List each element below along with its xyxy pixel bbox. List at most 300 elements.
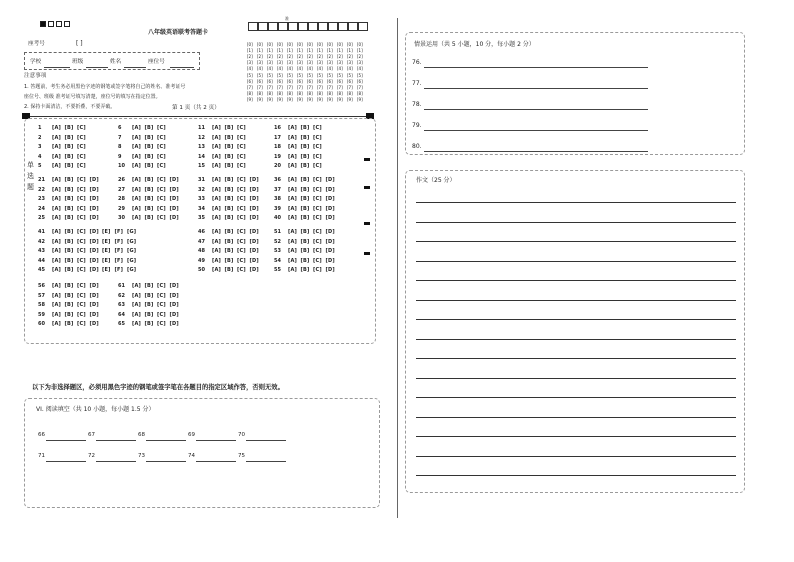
- exam-id-digit-box[interactable]: [268, 22, 278, 31]
- choice-bubble[interactable]: [A]: [212, 125, 222, 131]
- exam-id-bubble[interactable]: [4]: [317, 66, 323, 72]
- exam-id-bubble[interactable]: [5]: [337, 72, 343, 78]
- exam-id-bubble[interactable]: [5]: [357, 72, 363, 78]
- choice-bubble[interactable]: [C]: [157, 153, 166, 160]
- choice-bubble[interactable]: [C]: [313, 238, 322, 245]
- choice-bubble[interactable]: [B]: [224, 186, 234, 193]
- choice-bubble[interactable]: [C]: [77, 177, 86, 183]
- exam-id-bubble[interactable]: [7]: [327, 84, 333, 90]
- choice-bubble[interactable]: [B]: [224, 267, 234, 274]
- exam-id-bubble[interactable]: [6]: [267, 78, 273, 84]
- choice-bubble[interactable]: [D]: [89, 248, 99, 255]
- choice-bubble[interactable]: [B]: [144, 292, 154, 299]
- choice-bubble[interactable]: [B]: [64, 125, 74, 131]
- choice-bubble[interactable]: [B]: [64, 215, 74, 222]
- choice-bubble[interactable]: [C]: [77, 257, 86, 264]
- choice-bubble[interactable]: [D]: [249, 205, 259, 212]
- choice-bubble[interactable]: [D]: [249, 215, 259, 222]
- choice-bubble[interactable]: [A]: [212, 163, 222, 170]
- choice-bubble[interactable]: [D]: [249, 177, 259, 183]
- exam-id-bubble[interactable]: [8]: [297, 90, 303, 96]
- exam-id-bubble[interactable]: [8]: [267, 90, 273, 96]
- school-field[interactable]: [44, 67, 70, 68]
- choice-bubble[interactable]: [B]: [224, 229, 234, 235]
- exam-id-bubble[interactable]: [9]: [347, 96, 353, 102]
- choice-bubble[interactable]: [D]: [89, 283, 99, 289]
- choice-bubble[interactable]: [A]: [132, 134, 142, 141]
- exam-id-bubble[interactable]: [1]: [247, 48, 253, 54]
- choice-bubble[interactable]: [A]: [212, 257, 222, 264]
- choice-bubble[interactable]: [A]: [288, 215, 298, 222]
- exam-id-bubble[interactable]: [2]: [257, 54, 263, 60]
- choice-bubble[interactable]: [B]: [224, 205, 234, 212]
- choice-bubble[interactable]: [C]: [77, 292, 86, 299]
- choice-bubble[interactable]: [D]: [169, 215, 179, 222]
- choice-bubble[interactable]: [B]: [64, 229, 74, 235]
- essay-writing-line[interactable]: [416, 319, 736, 320]
- choice-bubble[interactable]: [B]: [300, 248, 310, 255]
- essay-writing-line[interactable]: [416, 436, 736, 437]
- choice-bubble[interactable]: [D]: [325, 215, 335, 222]
- choice-bubble[interactable]: [A]: [52, 229, 62, 235]
- exam-id-bubble[interactable]: [6]: [357, 78, 363, 84]
- choice-bubble[interactable]: [A]: [212, 153, 222, 160]
- choice-bubble[interactable]: [C]: [157, 177, 166, 183]
- choice-bubble[interactable]: [B]: [300, 125, 310, 131]
- choice-bubble[interactable]: [C]: [313, 177, 322, 183]
- choice-bubble[interactable]: [B]: [224, 215, 234, 222]
- exam-id-digit-box[interactable]: [278, 22, 288, 31]
- choice-bubble[interactable]: [D]: [325, 229, 335, 235]
- choice-bubble[interactable]: [D]: [325, 196, 335, 203]
- choice-bubble[interactable]: [C]: [237, 177, 246, 183]
- exam-id-bubble[interactable]: [5]: [267, 72, 273, 78]
- choice-bubble[interactable]: [B]: [64, 205, 74, 212]
- exam-id-bubble[interactable]: [2]: [247, 54, 253, 60]
- exam-id-bubble[interactable]: [2]: [347, 54, 353, 60]
- choice-bubble[interactable]: [A]: [52, 196, 62, 203]
- choice-bubble[interactable]: [C]: [313, 229, 322, 235]
- choice-bubble[interactable]: [A]: [132, 292, 142, 299]
- blank-answer-line[interactable]: [146, 461, 186, 462]
- blank-answer-line[interactable]: [146, 440, 186, 441]
- exam-id-bubble[interactable]: [8]: [277, 90, 283, 96]
- choice-bubble[interactable]: [D]: [325, 238, 335, 245]
- choice-bubble[interactable]: [A]: [288, 144, 298, 151]
- blank-answer-line[interactable]: [196, 440, 236, 441]
- choice-bubble[interactable]: [D]: [249, 257, 259, 264]
- choice-bubble[interactable]: [C]: [237, 267, 246, 274]
- choice-bubble[interactable]: [A]: [132, 205, 142, 212]
- name-field[interactable]: [124, 67, 146, 68]
- choice-bubble[interactable]: [D]: [89, 257, 99, 264]
- exam-id-bubble[interactable]: [4]: [357, 66, 363, 72]
- choice-bubble[interactable]: [A]: [288, 125, 298, 131]
- exam-id-bubble[interactable]: [4]: [247, 66, 253, 72]
- choice-bubble[interactable]: [A]: [288, 153, 298, 160]
- choice-bubble[interactable]: [C]: [157, 205, 166, 212]
- choice-bubble[interactable]: [E]: [102, 257, 111, 264]
- choice-bubble[interactable]: [C]: [237, 215, 246, 222]
- choice-bubble[interactable]: [B]: [64, 186, 74, 193]
- choice-bubble[interactable]: [D]: [249, 238, 259, 245]
- choice-bubble[interactable]: [D]: [89, 292, 99, 299]
- choice-bubble[interactable]: [A]: [212, 267, 222, 274]
- choice-bubble[interactable]: [D]: [89, 321, 99, 328]
- choice-bubble[interactable]: [B]: [144, 321, 154, 328]
- choice-bubble[interactable]: [C]: [157, 321, 166, 328]
- exam-id-bubble[interactable]: [2]: [307, 54, 313, 60]
- choice-bubble[interactable]: [G]: [127, 248, 137, 255]
- exam-id-bubble[interactable]: [7]: [337, 84, 343, 90]
- choice-bubble[interactable]: [D]: [325, 267, 335, 274]
- choice-bubble[interactable]: [B]: [224, 257, 234, 264]
- choice-bubble[interactable]: [C]: [313, 205, 322, 212]
- choice-bubble[interactable]: [A]: [132, 144, 142, 151]
- choice-bubble[interactable]: [B]: [64, 134, 74, 141]
- choice-bubble[interactable]: [A]: [288, 257, 298, 264]
- choice-bubble[interactable]: [A]: [288, 248, 298, 255]
- choice-bubble[interactable]: [B]: [64, 238, 74, 245]
- choice-bubble[interactable]: [C]: [77, 311, 86, 318]
- choice-bubble[interactable]: [D]: [89, 229, 99, 235]
- choice-bubble[interactable]: [C]: [77, 186, 86, 193]
- choice-bubble[interactable]: [D]: [89, 302, 99, 309]
- exam-id-bubble[interactable]: [0]: [267, 42, 273, 47]
- exam-id-bubble[interactable]: [4]: [267, 66, 273, 72]
- choice-bubble[interactable]: [B]: [224, 163, 234, 170]
- choice-bubble[interactable]: [B]: [224, 134, 234, 141]
- choice-bubble[interactable]: [B]: [144, 153, 154, 160]
- choice-bubble[interactable]: [C]: [237, 257, 246, 264]
- exam-id-bubble[interactable]: [2]: [297, 54, 303, 60]
- exam-id-bubble[interactable]: [2]: [357, 54, 363, 60]
- exam-id-bubble[interactable]: [3]: [257, 60, 263, 66]
- choice-bubble[interactable]: [C]: [237, 205, 246, 212]
- choice-bubble[interactable]: [D]: [325, 177, 335, 183]
- choice-bubble[interactable]: [C]: [157, 292, 166, 299]
- choice-bubble[interactable]: [D]: [249, 196, 259, 203]
- choice-bubble[interactable]: [D]: [169, 292, 179, 299]
- essay-writing-line[interactable]: [416, 358, 736, 359]
- essay-writing-line[interactable]: [416, 378, 736, 379]
- choice-bubble[interactable]: [D]: [89, 177, 99, 183]
- choice-bubble[interactable]: [B]: [300, 153, 310, 160]
- choice-bubble[interactable]: [A]: [52, 205, 62, 212]
- exam-id-bubble[interactable]: [8]: [247, 90, 253, 96]
- choice-bubble[interactable]: [C]: [77, 196, 86, 203]
- choice-bubble[interactable]: [C]: [157, 311, 166, 318]
- choice-bubble[interactable]: [A]: [132, 321, 142, 328]
- choice-bubble[interactable]: [D]: [249, 248, 259, 255]
- exam-id-bubble[interactable]: [3]: [347, 60, 353, 66]
- blank-answer-line[interactable]: [96, 440, 136, 441]
- choice-bubble[interactable]: [C]: [313, 248, 322, 255]
- exam-id-bubble[interactable]: [0]: [347, 42, 353, 47]
- choice-bubble[interactable]: [B]: [224, 196, 234, 203]
- choice-bubble[interactable]: [A]: [52, 144, 62, 151]
- choice-bubble[interactable]: [A]: [52, 163, 62, 170]
- choice-bubble[interactable]: [B]: [300, 144, 310, 151]
- exam-id-bubble[interactable]: [6]: [327, 78, 333, 84]
- choice-bubble[interactable]: [G]: [127, 238, 137, 245]
- exam-id-digit-box[interactable]: [248, 22, 258, 31]
- choice-bubble[interactable]: [B]: [64, 144, 74, 151]
- choice-bubble[interactable]: [A]: [52, 153, 62, 160]
- choice-bubble[interactable]: [B]: [144, 144, 154, 151]
- exam-id-bubble[interactable]: [2]: [337, 54, 343, 60]
- choice-bubble[interactable]: [B]: [224, 125, 234, 131]
- choice-bubble[interactable]: [B]: [300, 196, 310, 203]
- choice-bubble[interactable]: [B]: [300, 229, 310, 235]
- choice-bubble[interactable]: [C]: [237, 238, 246, 245]
- choice-bubble[interactable]: [B]: [224, 248, 234, 255]
- choice-bubble[interactable]: [C]: [313, 196, 322, 203]
- choice-bubble[interactable]: [C]: [313, 153, 322, 160]
- choice-bubble[interactable]: [C]: [237, 229, 246, 235]
- exam-id-bubble[interactable]: [5]: [317, 72, 323, 78]
- choice-bubble[interactable]: [A]: [288, 238, 298, 245]
- exam-id-bubble[interactable]: [4]: [347, 66, 353, 72]
- exam-id-bubble[interactable]: [2]: [317, 54, 323, 60]
- choice-bubble[interactable]: [E]: [102, 267, 111, 274]
- choice-bubble[interactable]: [A]: [132, 196, 142, 203]
- exam-id-bubble[interactable]: [8]: [317, 90, 323, 96]
- choice-bubble[interactable]: [C]: [157, 125, 166, 131]
- choice-bubble[interactable]: [C]: [157, 283, 166, 289]
- choice-bubble[interactable]: [D]: [169, 177, 179, 183]
- exam-id-bubble[interactable]: [1]: [317, 48, 323, 54]
- choice-bubble[interactable]: [C]: [157, 196, 166, 203]
- choice-bubble[interactable]: [C]: [77, 238, 86, 245]
- choice-bubble[interactable]: [A]: [212, 238, 222, 245]
- choice-bubble[interactable]: [C]: [313, 267, 322, 274]
- choice-bubble[interactable]: [A]: [52, 215, 62, 222]
- choice-bubble[interactable]: [B]: [64, 163, 74, 170]
- choice-bubble[interactable]: [B]: [144, 134, 154, 141]
- exam-id-bubble[interactable]: [6]: [307, 78, 313, 84]
- choice-bubble[interactable]: [A]: [52, 125, 62, 131]
- exam-id-bubble[interactable]: [7]: [347, 84, 353, 90]
- exam-id-bubble[interactable]: [7]: [357, 84, 363, 90]
- choice-bubble[interactable]: [A]: [288, 177, 298, 183]
- exam-id-bubble[interactable]: [5]: [307, 72, 313, 78]
- blank-answer-line[interactable]: [246, 461, 286, 462]
- choice-bubble[interactable]: [A]: [212, 196, 222, 203]
- choice-bubble[interactable]: [C]: [237, 144, 246, 151]
- choice-bubble[interactable]: [A]: [132, 177, 142, 183]
- choice-bubble[interactable]: [B]: [64, 302, 74, 309]
- choice-bubble[interactable]: [A]: [52, 134, 62, 141]
- choice-bubble[interactable]: [C]: [237, 248, 246, 255]
- essay-writing-line[interactable]: [416, 241, 736, 242]
- exam-id-bubble[interactable]: [5]: [327, 72, 333, 78]
- choice-bubble[interactable]: [B]: [144, 302, 154, 309]
- choice-bubble[interactable]: [A]: [52, 257, 62, 264]
- choice-bubble[interactable]: [D]: [169, 196, 179, 203]
- seat-field[interactable]: [170, 67, 194, 68]
- choice-bubble[interactable]: [A]: [212, 229, 222, 235]
- choice-bubble[interactable]: [A]: [52, 311, 62, 318]
- choice-bubble[interactable]: [B]: [64, 177, 74, 183]
- exam-id-bubble[interactable]: [5]: [247, 72, 253, 78]
- choice-bubble[interactable]: [D]: [169, 302, 179, 309]
- choice-bubble[interactable]: [D]: [325, 186, 335, 193]
- choice-bubble[interactable]: [A]: [288, 229, 298, 235]
- exam-id-bubble[interactable]: [8]: [257, 90, 263, 96]
- choice-bubble[interactable]: [B]: [300, 205, 310, 212]
- choice-bubble[interactable]: [A]: [212, 186, 222, 193]
- exam-id-bubble[interactable]: [0]: [327, 42, 333, 47]
- choice-bubble[interactable]: [A]: [52, 248, 62, 255]
- exam-id-bubble[interactable]: [4]: [337, 66, 343, 72]
- choice-bubble[interactable]: [D]: [89, 205, 99, 212]
- exam-id-bubble[interactable]: [9]: [277, 96, 283, 102]
- choice-bubble[interactable]: [B]: [224, 238, 234, 245]
- choice-bubble[interactable]: [F]: [114, 267, 124, 274]
- choice-bubble[interactable]: [C]: [157, 215, 166, 222]
- essay-writing-line[interactable]: [416, 339, 736, 340]
- choice-bubble[interactable]: [C]: [313, 134, 322, 141]
- exam-id-bubble[interactable]: [6]: [277, 78, 283, 84]
- choice-bubble[interactable]: [B]: [224, 153, 234, 160]
- exam-id-bubble[interactable]: [2]: [267, 54, 273, 60]
- essay-writing-line[interactable]: [416, 280, 736, 281]
- exam-id-bubble[interactable]: [9]: [317, 96, 323, 102]
- exam-id-bubble[interactable]: [4]: [297, 66, 303, 72]
- exam-id-bubble[interactable]: [4]: [307, 66, 313, 72]
- exam-id-digit-box[interactable]: [308, 22, 318, 31]
- choice-bubble[interactable]: [D]: [89, 311, 99, 318]
- choice-bubble[interactable]: [B]: [144, 196, 154, 203]
- exam-id-bubble[interactable]: [7]: [297, 84, 303, 90]
- choice-bubble[interactable]: [C]: [157, 302, 166, 309]
- choice-bubble[interactable]: [C]: [77, 302, 86, 309]
- exam-id-bubble[interactable]: [6]: [257, 78, 263, 84]
- blank-answer-line[interactable]: [46, 461, 86, 462]
- exam-id-bubble[interactable]: [7]: [317, 84, 323, 90]
- blank-answer-line[interactable]: [196, 461, 236, 462]
- blank-answer-line[interactable]: [46, 440, 86, 441]
- choice-bubble[interactable]: [A]: [212, 134, 222, 141]
- exam-id-digit-box[interactable]: [328, 22, 338, 31]
- choice-bubble[interactable]: [C]: [77, 205, 86, 212]
- exam-id-bubble[interactable]: [5]: [277, 72, 283, 78]
- context-answer-line[interactable]: [424, 88, 648, 89]
- choice-bubble[interactable]: [C]: [157, 144, 166, 151]
- choice-bubble[interactable]: [D]: [249, 186, 259, 193]
- exam-id-bubble[interactable]: [7]: [307, 84, 313, 90]
- choice-bubble[interactable]: [B]: [300, 134, 310, 141]
- exam-id-digit-box[interactable]: [258, 22, 268, 31]
- exam-id-bubble[interactable]: [5]: [287, 72, 293, 78]
- exam-id-bubble[interactable]: [1]: [257, 48, 263, 54]
- exam-id-bubble[interactable]: [5]: [347, 72, 353, 78]
- choice-bubble[interactable]: [B]: [300, 257, 310, 264]
- choice-bubble[interactable]: [A]: [288, 196, 298, 203]
- choice-bubble[interactable]: [A]: [52, 177, 62, 183]
- choice-bubble[interactable]: [B]: [224, 144, 234, 151]
- choice-bubble[interactable]: [C]: [77, 321, 86, 328]
- exam-id-bubble[interactable]: [1]: [287, 48, 293, 54]
- context-answer-line[interactable]: [424, 109, 648, 110]
- choice-bubble[interactable]: [C]: [313, 125, 322, 131]
- choice-bubble[interactable]: [B]: [64, 257, 74, 264]
- exam-id-bubble[interactable]: [1]: [297, 48, 303, 54]
- exam-id-bubble[interactable]: [3]: [247, 60, 253, 66]
- exam-id-bubble[interactable]: [3]: [327, 60, 333, 66]
- choice-bubble[interactable]: [A]: [288, 134, 298, 141]
- exam-id-bubble[interactable]: [6]: [317, 78, 323, 84]
- choice-bubble[interactable]: [A]: [52, 267, 62, 274]
- exam-id-bubble[interactable]: [7]: [287, 84, 293, 90]
- choice-bubble[interactable]: [D]: [169, 186, 179, 193]
- choice-bubble[interactable]: [A]: [288, 163, 298, 170]
- exam-id-bubble[interactable]: [8]: [347, 90, 353, 96]
- choice-bubble[interactable]: [C]: [313, 186, 322, 193]
- choice-bubble[interactable]: [A]: [288, 267, 298, 274]
- choice-bubble[interactable]: [B]: [144, 125, 154, 131]
- choice-bubble[interactable]: [B]: [64, 283, 74, 289]
- choice-bubble[interactable]: [B]: [144, 163, 154, 170]
- choice-bubble[interactable]: [A]: [132, 125, 142, 131]
- choice-bubble[interactable]: [B]: [64, 248, 74, 255]
- essay-writing-line[interactable]: [416, 397, 736, 398]
- exam-id-digit-box[interactable]: [318, 22, 328, 31]
- choice-bubble[interactable]: [C]: [237, 153, 246, 160]
- choice-bubble[interactable]: [E]: [102, 248, 111, 255]
- exam-id-bubble[interactable]: [6]: [287, 78, 293, 84]
- choice-bubble[interactable]: [C]: [77, 144, 86, 151]
- exam-id-bubble[interactable]: [9]: [257, 96, 263, 102]
- choice-bubble[interactable]: [B]: [300, 238, 310, 245]
- exam-id-bubble[interactable]: [0]: [247, 42, 253, 47]
- choice-bubble[interactable]: [E]: [102, 238, 111, 245]
- choice-bubble[interactable]: [D]: [325, 257, 335, 264]
- exam-id-bubble[interactable]: [9]: [297, 96, 303, 102]
- blank-answer-line[interactable]: [96, 461, 136, 462]
- essay-writing-line[interactable]: [416, 222, 736, 223]
- exam-id-bubble[interactable]: [6]: [347, 78, 353, 84]
- choice-bubble[interactable]: [A]: [288, 205, 298, 212]
- choice-bubble[interactable]: [A]: [52, 321, 62, 328]
- choice-bubble[interactable]: [A]: [212, 177, 222, 183]
- exam-id-bubble[interactable]: [2]: [327, 54, 333, 60]
- exam-id-bubble[interactable]: [0]: [297, 42, 303, 47]
- exam-id-bubble[interactable]: [0]: [257, 42, 263, 47]
- choice-bubble[interactable]: [D]: [249, 229, 259, 235]
- essay-writing-line[interactable]: [416, 417, 736, 418]
- choice-bubble[interactable]: [C]: [237, 186, 246, 193]
- exam-id-bubble[interactable]: [1]: [267, 48, 273, 54]
- exam-id-bubble[interactable]: [3]: [267, 60, 273, 66]
- exam-id-bubble[interactable]: [7]: [247, 84, 253, 90]
- choice-bubble[interactable]: [B]: [300, 267, 310, 274]
- exam-id-bubble[interactable]: [1]: [347, 48, 353, 54]
- choice-bubble[interactable]: [C]: [77, 229, 86, 235]
- exam-id-bubble[interactable]: [3]: [297, 60, 303, 66]
- choice-bubble[interactable]: [D]: [89, 238, 99, 245]
- choice-bubble[interactable]: [C]: [77, 163, 86, 170]
- choice-bubble[interactable]: [D]: [89, 196, 99, 203]
- choice-bubble[interactable]: [D]: [169, 283, 179, 289]
- choice-bubble[interactable]: [C]: [77, 248, 86, 255]
- exam-id-bubble[interactable]: [8]: [357, 90, 363, 96]
- exam-id-digit-box[interactable]: [348, 22, 358, 31]
- choice-bubble[interactable]: [D]: [89, 186, 99, 193]
- exam-id-bubble[interactable]: [9]: [267, 96, 273, 102]
- choice-bubble[interactable]: [D]: [325, 248, 335, 255]
